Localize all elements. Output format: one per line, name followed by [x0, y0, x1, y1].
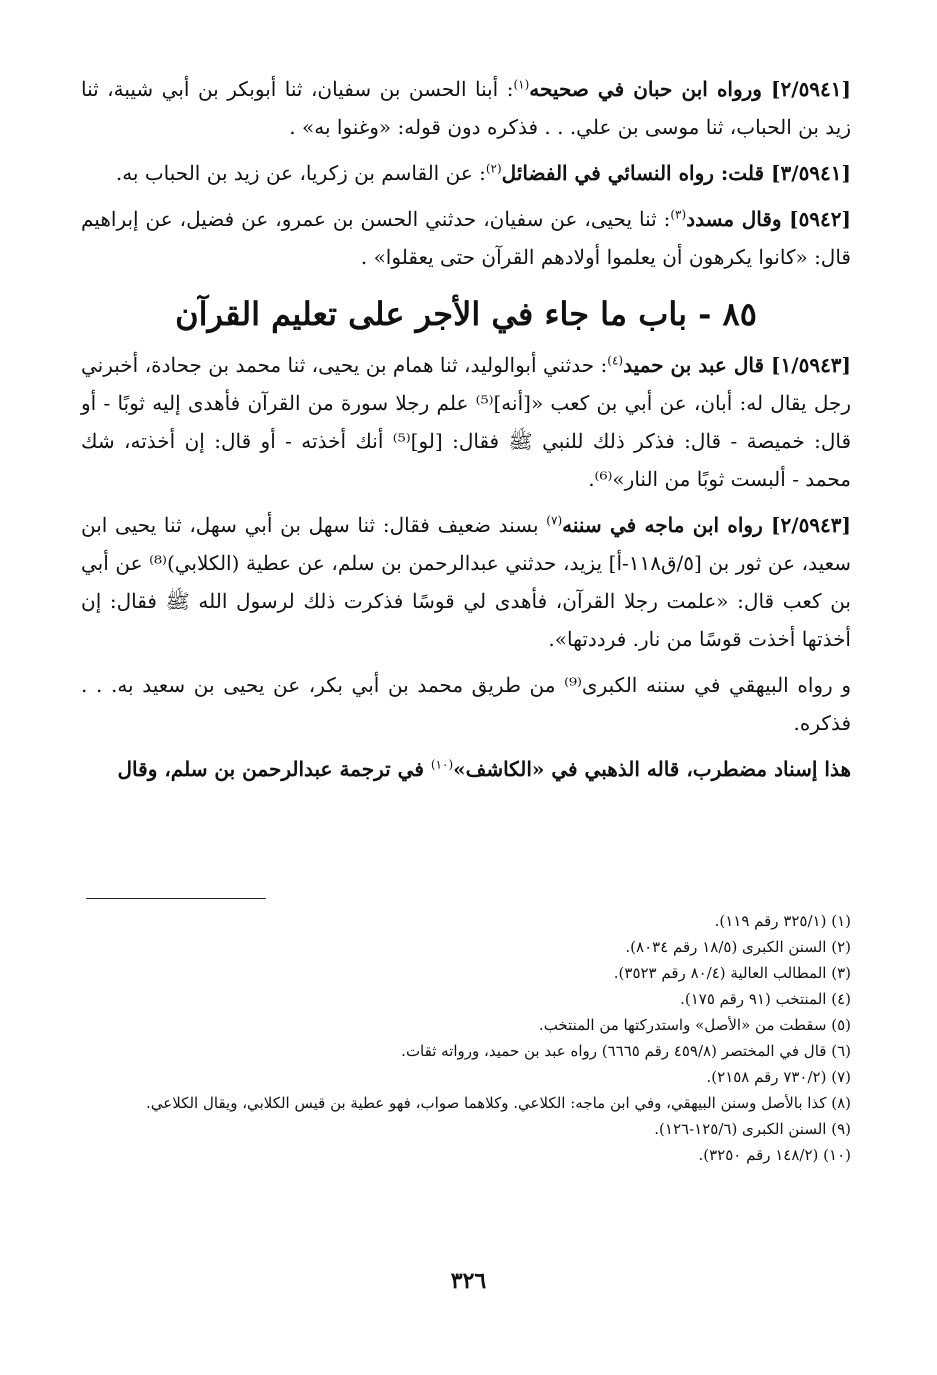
- paragraph-5941-3: [81, 154, 851, 192]
- footnote-3: (٣) المطالب العالية (٨٠/٤ رقم ٣٥٢٣).: [613, 964, 851, 982]
- footnote-ref: (٧): [546, 513, 563, 528]
- main-text: [81, 70, 851, 796]
- paragraph-isnad: [81, 750, 851, 788]
- footnote-ref: (٣): [670, 207, 687, 222]
- page-number: ٣٢٦: [450, 1268, 487, 1294]
- footnote-ref: (٢): [485, 161, 502, 176]
- entry-heading: [١/٥٩٤٣] قال عبد بن حميد: [623, 353, 852, 377]
- entry-text: : عن القاسم بن زكريا، عن زيد بن الحباب به.: [115, 161, 486, 185]
- entry-heading: هذا إسناد مضطرب، قاله الذهبي في «الكاشف»: [453, 757, 851, 781]
- entry-heading: [٣/٥٩٤١] قلت: رواه النسائي في الفضائل: [501, 161, 851, 185]
- footnote-7: (٧) (٧٣٠/٢ رقم ٢١٥٨).: [706, 1068, 851, 1086]
- footnote-10: (١٠) (١٤٨/٢ رقم ٣٢٥٠).: [698, 1146, 851, 1164]
- footnote-divider: [86, 898, 266, 899]
- entry-text: في ترجمة عبدالرحمن بن سلم، وقال: [117, 757, 431, 781]
- entry-text: بسند ضعيف فقال: ثنا سهل بن أبي سهل، ثنا يحيى ابن سعيد، عن ثور بن [٥/ق١١٨-أ] يزيد، حدثني عبدالرحمن بن سلم، عن عطية (الكلابي)⁽⁸⁾ عن أبي بن كعب قال: «علمت رجلا القرآن، فأهدى لي قوسًا فذكرت ذلك لرسول الله ﷺ فقال: إن أخذتها أخذت قوسًا من نار. فرددتها».: [81, 513, 852, 651]
- entry-heading: [٢/٥٩٤١] ورواه ابن حبان في صحيحه: [529, 77, 851, 101]
- entry-text: : حدثني أبوالوليد، ثنا همام بن يحيى، ثنا محمد بن جحادة، أخبرني رجل يقال له: أبان، عن أبي بن كعب «[أنه]⁽⁵⁾ علم رجلا سورة من القرآن فأهدى إليه ثوبًا - أو قال: خميصة - قال: فذكر ذلك للنبي ﷺ فقال: [لو]⁽⁵⁾ أنك أخذته - أو قال: إن أخذته، شك محمد - ألبست ثوبًا من النار»⁽⁶⁾.: [81, 353, 852, 491]
- paragraph-5943-1: [81, 346, 851, 498]
- entry-text: : ثنا يحيى، عن سفيان، حدثني الحسن بن عمرو، عن فضيل، عن إبراهيم قال: «كانوا يكرهون أن يعلموا أولادهم القرآن حتى يعقلوا» .: [81, 207, 851, 269]
- paragraph-bayhaqi: [81, 666, 851, 742]
- footnote-9: (٩) السنن الكبرى (١٢٥/٦-١٢٦).: [654, 1120, 851, 1138]
- entry-heading: [٢/٥٩٤٣] رواه ابن ماجه في سننه: [562, 513, 851, 537]
- footnote-8: (٨) كذا بالأصل وسنن البيهقي، وفي ابن ماجه: الكلاعي. وكلاهما صواب، فهو عطية بن قيس الكلابي، ويقال الكلاعي.: [146, 1094, 851, 1112]
- footnote-ref: (١): [513, 77, 530, 92]
- footnote-6: (٦) قال في المختصر (٤٥٩/٨ رقم ٦٦٦٥) رواه عبد بن حميد، ورواته ثقات.: [401, 1042, 851, 1060]
- footnote-ref: (٤): [607, 353, 624, 368]
- footnote-1: (١) (٣٢٥/١ رقم ١١٩).: [714, 912, 851, 930]
- footnote-4: (٤) المنتخب (٩١ رقم ١٧٥).: [680, 990, 851, 1008]
- footnote-ref: (١٠): [430, 757, 454, 772]
- paragraph-5941-2: [81, 70, 851, 146]
- footnotes: [81, 908, 851, 1168]
- footnote-2: (٢) السنن الكبرى (١٨/٥ رقم ٨٠٣٤).: [625, 938, 851, 956]
- entry-text: : أبنا الحسن بن سفيان، ثنا أبوبكر بن أبي شيبة، ثنا زيد بن الحباب، ثنا موسى بن علي. . . فذكره دون قوله: «وغنوا به» .: [81, 77, 851, 139]
- paragraph-5942: [81, 200, 851, 276]
- entry-heading: [٥٩٤٢] وقال مسدد: [686, 207, 851, 231]
- footnote-5: (٥) سقطت من «الأصل» واستدركتها من المنتخب.: [538, 1016, 851, 1034]
- paragraph-5943-2: [81, 506, 851, 658]
- chapter-heading: ٨٥ - باب ما جاء في الأجر على تعليم القرآن: [175, 295, 757, 333]
- entry-text: و رواه البيهقي في سننه الكبرى⁽⁹⁾ من طريق محمد بن أبي بكر، عن يحيى بن سعيد به. . . فذكره.: [81, 673, 851, 735]
